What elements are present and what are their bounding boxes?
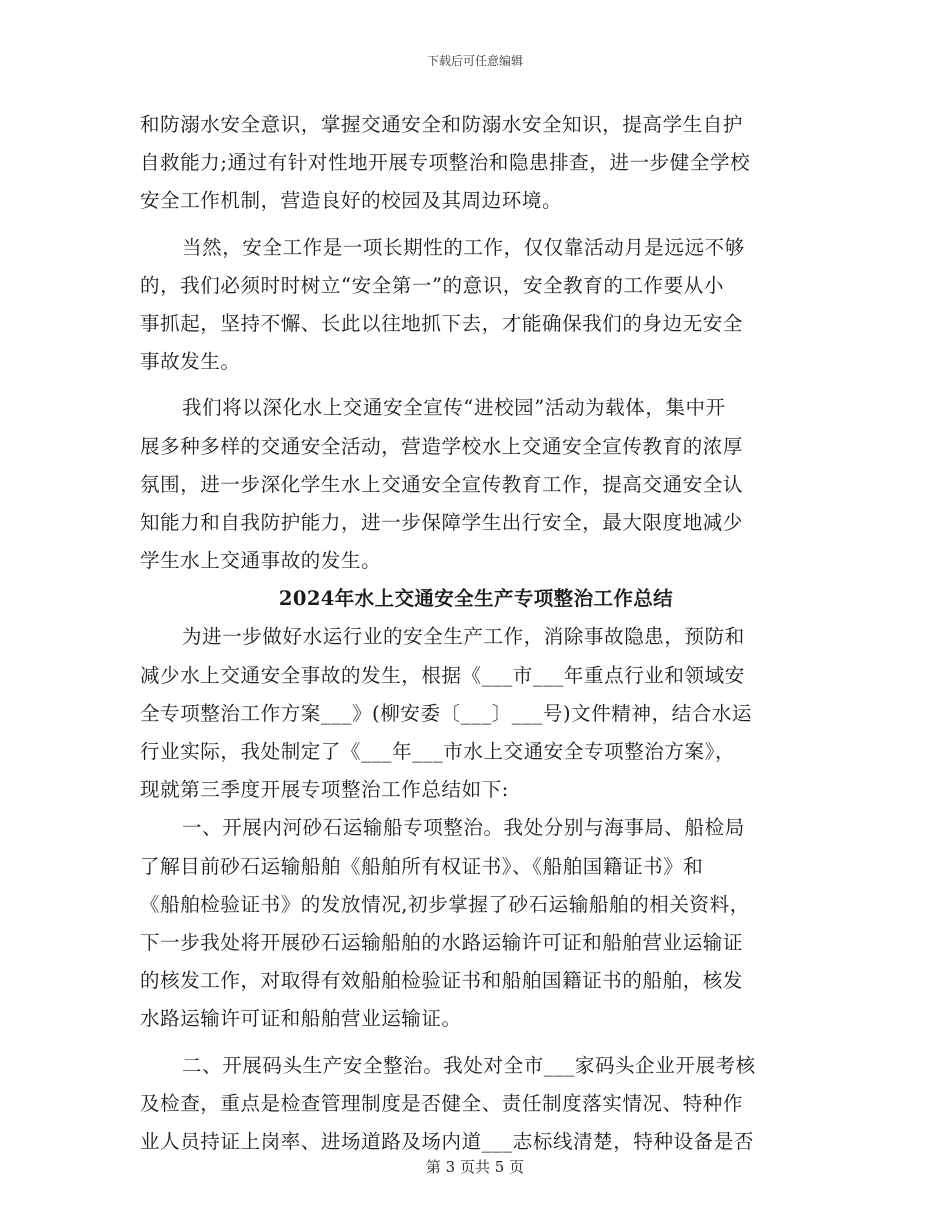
- text-line: 当然，安全工作是一项长期性的工作，仅仅靠活动月是远远不够: [182, 235, 745, 259]
- text-line: 学生水上交通事故的发生。: [140, 549, 382, 573]
- text-line: 为进一步做好水运行业的安全生产工作，消除事故隐患，预防和: [182, 625, 745, 649]
- text-line: 水路运输许可证和船舶营业运输证。: [140, 1007, 462, 1031]
- text-line: 业人员持证上岗率、进场道路及场内道___志标线清楚，特种设备是否: [140, 1129, 754, 1153]
- paragraph: [140, 229, 812, 382]
- text-line: 二、开展码头生产安全整治。我处对全市___家码头企业开展考核: [182, 1053, 756, 1077]
- paragraph: [140, 809, 812, 1038]
- text-line: 事故发生。: [140, 350, 241, 374]
- text-line: 安全工作机制，营造良好的校园及其周边环境。: [140, 189, 563, 213]
- text-line: 展多种多样的交通安全活动，营造学校水上交通安全宣传教育的浓厚: [140, 434, 744, 458]
- text-line: 减少水上交通安全事故的发生，根据《___市___年重点行业和领域安: [140, 663, 745, 687]
- page-number: 第 3 页共 5 页: [425, 1158, 525, 1176]
- text-line: 我们将以深化水上交通安全宣传“进校园”活动为载体，集中开: [182, 396, 726, 420]
- text-line: 行业实际，我处制定了《___年___市水上交通安全专项整治方案》，: [140, 740, 736, 763]
- text-line: 现就第三季度开展专项整治工作总结如下:: [140, 778, 509, 802]
- text-line: 下一步我处将开展砂石运输船舶的水路运输许可证和船舶营业运输证: [140, 930, 744, 954]
- text-line: 自救能力;通过有针对性地开展专项整治和隐患排查，进一步健全学校: [140, 151, 751, 175]
- text-line: 了解目前砂石运输船舶《船舶所有权证书》、《船舶国籍证书》和: [140, 854, 704, 878]
- text-line: 一、开展内河砂石运输船专项整治。我处分别与海事局、船检局: [182, 816, 745, 840]
- text-line: 《船舶检验证书》的发放情况,初步掌握了砂石运输船舶的相关资料，: [140, 892, 750, 916]
- page-header: 下载后可任意编辑: [426, 54, 523, 68]
- section-title: 2024年水上交通安全生产专项整治工作总结: [278, 587, 674, 611]
- text-line: 和防溺水安全意识，掌握交通安全和防溺水安全知识，提高学生自护: [140, 113, 744, 136]
- text-line: 的核发工作，对取得有效船舶检验证书和船舶国籍证书的船舶，核发: [140, 969, 744, 993]
- text-line: 及检查，重点是检查管理制度是否健全、责任制度落实情况、特种作: [140, 1091, 744, 1115]
- text-line: 知能力和自我防护能力，进一步保障学生出行安全，最大限度地减少: [140, 510, 744, 534]
- text-line: 氛围，进一步深化学生水上交通安全宣传教育工作，提高交通安全认: [140, 472, 744, 496]
- paragraph: [140, 389, 812, 580]
- text-line: 全专项整治工作方案___》(柳安委〔___〕___号)文件精神，结合水运: [140, 701, 753, 725]
- text-line: 的，我们必须时时树立“安全第一”的意识，安全教育的工作要从小: [140, 273, 724, 297]
- paragraph: [140, 1047, 812, 1162]
- paragraph: [140, 106, 812, 221]
- document-body: [140, 106, 812, 1161]
- paragraph: [140, 618, 812, 809]
- text-line: 事抓起，坚持不懈、长此以往地抓下去，才能确保我们的身边无安全: [140, 311, 744, 335]
